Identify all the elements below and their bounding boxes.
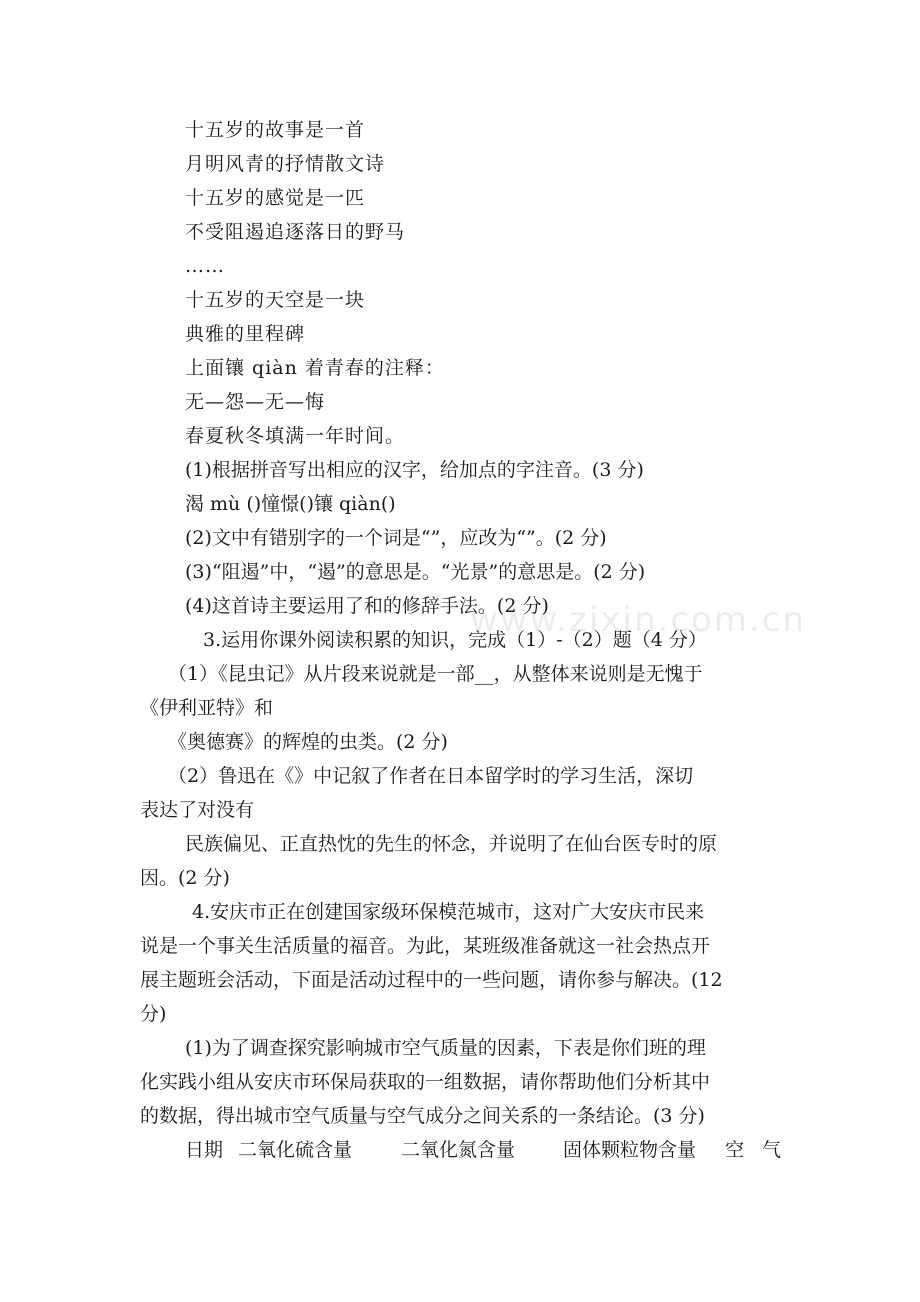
question-item: (1)根据拼音写出相应的汉字，给加点的字注音。(3 分) [185,459,644,481]
question-item: (3)“阻遏”中，“遏”的意思是。“光景”的意思是。(2 分) [185,561,646,583]
poem-line: 春夏秋冬填满一年时间。 [185,425,406,447]
question-title: 3.运用你课外阅读积累的知识，完成（1）-（2）题（4 分） [203,629,707,651]
poem-line: 上面镶 qiàn 着青春的注释： [185,357,445,379]
question-line: 《伊利亚特》和 [140,697,274,719]
question-line: 分) [140,1003,167,1025]
poem-line: 典雅的里程碑 [185,323,306,345]
table-header-cell: 二氧化氮含量 [401,1139,516,1161]
question-line: 因。(2 分) [140,867,230,889]
poem-line: …… [185,255,225,277]
question-line: 民族偏见、正直热忱的先生的怀念，并说明了在仙台医专时的原 [185,833,718,855]
question-item: (4)这首诗主要运用了和的修辞手法。(2 分) [185,595,549,617]
table-header-cell: 二氧化硫含量 [238,1139,353,1161]
poem-line: 不受阻遏追逐落日的野马 [185,221,406,243]
question-line: 说是一个事关生活质量的福音。为此，某班级准备就这一社会热点开 [140,935,711,957]
question-line: 展主题班会活动，下面是活动过程中的一些问题，请你参与解决。(12 [140,969,723,991]
watermark: www.zixin.com.cn [470,600,806,640]
table-header-cell: 固体颗粒物含量 [563,1139,697,1161]
question-line: （1）《昆虫记》从片段来说就是一部__，从整体来说则是无愧于 [168,663,703,685]
table-header-cell: 日期 [185,1139,224,1161]
question-line: （2）鲁迅在《》中记叙了作者在日本留学时的学习生活，深切 [168,765,694,787]
question-item: 渴 mù ()憧憬()镶 qiàn() [185,493,396,515]
poem-line: 十五岁的感觉是一匹 [185,187,366,209]
poem-line: 十五岁的故事是一首 [185,119,366,141]
question-line: (1)为了调查探究影响城市空气质量的因素，下表是你们班的理 [185,1037,706,1059]
table-header-cell: 空 [725,1139,745,1161]
poem-line: 无—怨—无—悔 [185,391,326,413]
poem-line: 月明风青的抒情散文诗 [185,153,386,175]
poem-line: 十五岁的天空是一块 [185,289,366,311]
question-line: 化实践小组从安庆市环保局获取的一组数据，请你帮助他们分析其中 [140,1071,711,1093]
question-line: 的数据，得出城市空气质量与空气成分之间关系的一条结论。(3 分) [140,1105,705,1127]
question-line: 4.安庆市正在创建国家级环保模范城市，这对广大安庆市民来 [192,901,705,923]
question-item: (2)文中有错别字的一个词是“”，应改为“”。(2 分) [185,527,607,549]
table-header-cell: 气 [762,1139,782,1161]
question-line: 表达了对没有 [140,799,255,821]
question-line: 《奥德赛》的辉煌的虫类。(2 分) [168,731,448,753]
